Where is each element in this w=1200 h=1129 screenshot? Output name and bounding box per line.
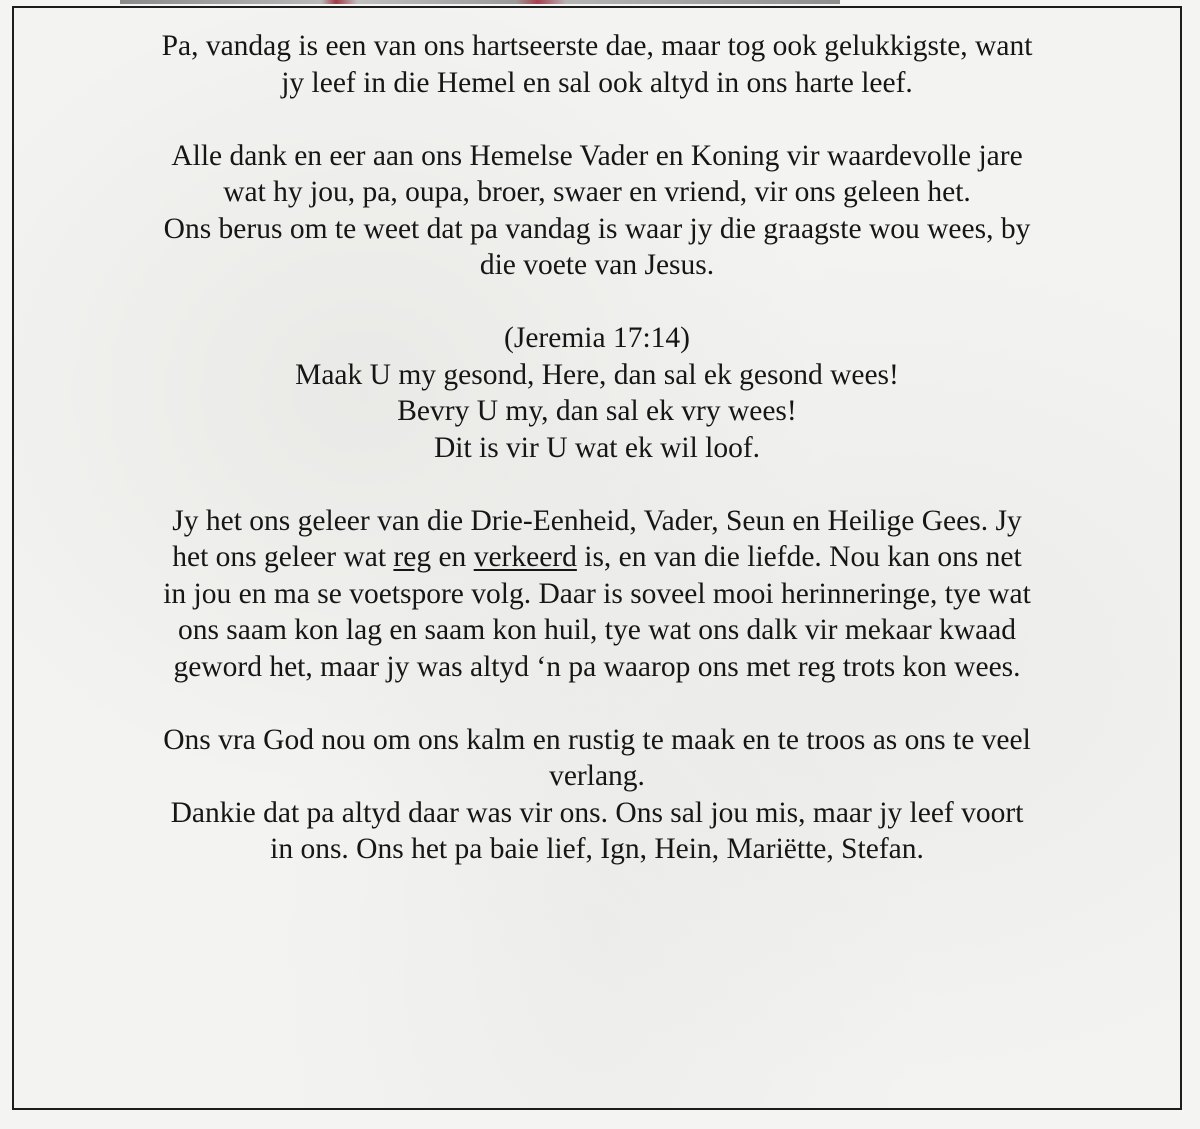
opening-paragraph bbox=[32, 28, 1162, 101]
memories-line-3: in jou en ma se voetspore volg. Daar is soveel mooi herinneringe, tye wat bbox=[163, 577, 1031, 610]
memories-line-2-end: is, en van die liefde. Nou kan ons net bbox=[576, 541, 1022, 573]
closing-line-3: Dankie dat pa altyd daar was vir ons. Ons sal jou mis, maar jy leef voort bbox=[170, 796, 1024, 829]
closing-line-1: Ons vra God nou om ons kalm en rustig te maak en te troos as ons te veel bbox=[163, 723, 1031, 756]
underlined-word-verkeerd: verkeerd bbox=[473, 541, 577, 573]
closing-paragraph bbox=[32, 722, 1162, 868]
tribute-frame bbox=[12, 6, 1182, 1110]
thanks-line-3: Ons berus om te weet dat pa vandag is waar jy die graagste wou wees, by bbox=[163, 212, 1031, 245]
tribute-text bbox=[32, 28, 1162, 868]
memories-line-5: geword het, maar jy was altyd ‘n pa waarop ons met reg trots kon wees. bbox=[173, 650, 1021, 683]
memories-line-2-start: het ons geleer wat bbox=[172, 541, 394, 573]
closing-line-2: verlang. bbox=[549, 760, 645, 792]
thanks-paragraph bbox=[32, 138, 1162, 284]
opening-line-1: Pa, vandag is een van ons hartseerste dae, maar tog ook gelukkigste, want bbox=[161, 30, 1033, 62]
underlined-word-reg: reg bbox=[393, 541, 432, 573]
scripture-reference: (Jeremia 17:14) bbox=[504, 322, 690, 354]
memories-line-2 bbox=[32, 539, 1162, 576]
scripture-line-3: Dit is vir U wat ek wil loof. bbox=[433, 431, 761, 464]
memories-line-1: Jy het ons geleer van die Drie-Eenheid, Vader, Seun en Heilige Gees. Jy bbox=[172, 504, 1022, 537]
thanks-line-4: die voete van Jesus. bbox=[479, 249, 715, 281]
scripture-line-1: Maak U my gesond, Here, dan sal ek gesond wees! bbox=[295, 358, 899, 391]
memories-line-4: ons saam kon lag en saam kon huil, tye wat ons dalk vir mekaar kwaad bbox=[177, 614, 1017, 646]
opening-line-2: jy leef in die Hemel en sal ook altyd in ons harte leef. bbox=[281, 66, 913, 99]
thanks-line-1: Alle dank en eer aan ons Hemelse Vader en Koning vir waardevolle jare bbox=[171, 139, 1023, 172]
closing-line-4: in ons. Ons het pa baie lief, Ign, Hein, Mariëtte, Stefan. bbox=[270, 833, 924, 865]
thanks-line-2: wat hy jou, pa, oupa, broer, swaer en vriend, vir ons geleen het. bbox=[223, 176, 971, 208]
memories-line-2-mid: en bbox=[431, 541, 474, 573]
scripture-line-2: Bevry U my, dan sal ek vry wees! bbox=[397, 395, 797, 427]
top-decorative-strip bbox=[120, 0, 840, 4]
memories-paragraph bbox=[32, 503, 1162, 686]
scripture-block bbox=[32, 320, 1162, 466]
